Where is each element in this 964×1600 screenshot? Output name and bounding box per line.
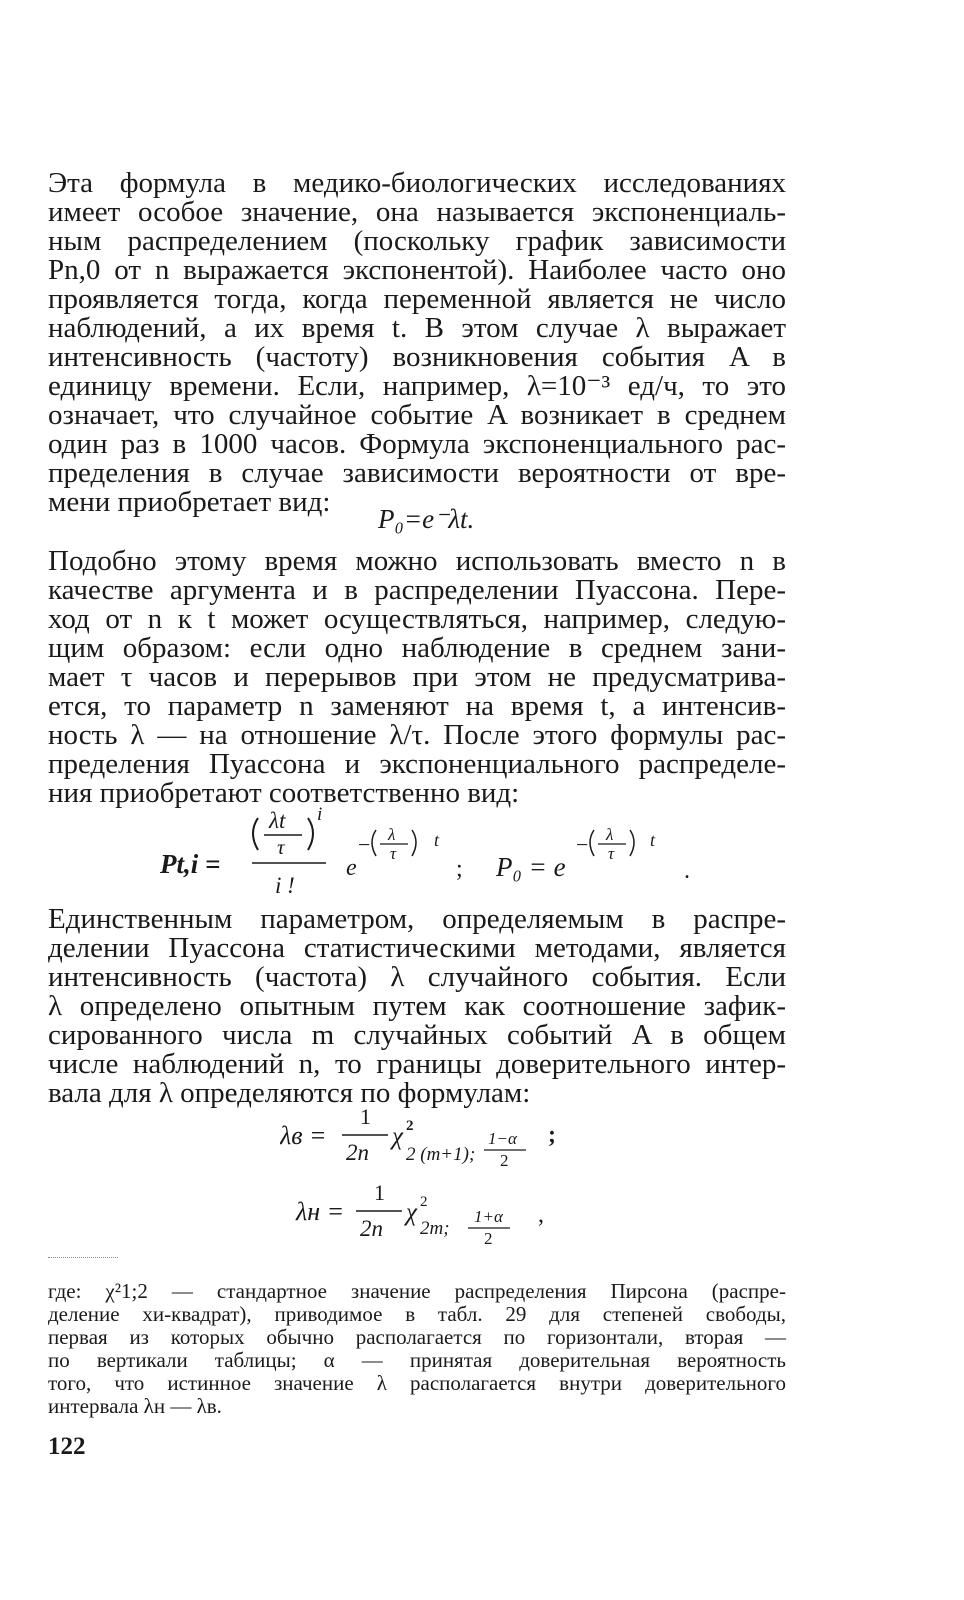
svg-text:λ: λ (606, 825, 614, 844)
para1-line: один раз в 1000 часов. Формула экспоненциального рас- (48, 428, 786, 460)
para1-line: Pn,0 от n выражается экспонентой). Наиболее часто оно (48, 254, 786, 286)
para3-line: интенсивность (частота) λ случайного события. Если (48, 961, 786, 993)
formula2-end: . (684, 858, 690, 884)
formula2-exp-i: i (317, 804, 323, 825)
svg-text:τ: τ (608, 844, 615, 863)
formula2-factorial: i ! (275, 873, 295, 898)
formula3-lower-lhs: λн = (296, 1197, 345, 1226)
para2-line: щим образом: если одно наблюдение в среднем зани- (48, 632, 786, 664)
svg-text:1: 1 (360, 1104, 371, 1129)
para1-line: единицу времени. Если, например, λ=10⁻³ ед/ч, то это (48, 370, 786, 402)
para1-line: наблюдений, а их время t. В этом случае λ выражает (48, 312, 786, 344)
formula-exponential: P₀=e⁻λt. (378, 504, 475, 534)
svg-text:2 (m+1);: 2 (m+1); (406, 1144, 476, 1165)
paragraph-exponential (48, 169, 786, 517)
formula2-separator: ; (456, 856, 463, 882)
footnote-line: того, что истинное значение λ располагается внутри доверительного (48, 1371, 786, 1395)
formula3-upper-lhs: λв = (280, 1121, 327, 1150)
footnote-line: по вертикали таблицы; α — принятая доверительная вероятность (48, 1348, 786, 1372)
para3-line: числе наблюдений n, то границы доверительного интер- (48, 1048, 786, 1080)
svg-text:2n: 2n (360, 1216, 383, 1241)
svg-text:−: − (576, 832, 589, 857)
svg-text:2: 2 (484, 1229, 493, 1248)
svg-text:1−α: 1−α (488, 1129, 517, 1148)
para3-line: Единственным параметром, определяемым в распре- (48, 903, 786, 935)
para2-line: пределения Пуассона и экспоненциального распределе- (48, 748, 786, 780)
svg-text:2: 2 (406, 1118, 414, 1134)
para3-line: сированного числа m случайных событий A в общем (48, 1019, 786, 1051)
para3-line: λ определено опытным путем как соотношение зафик- (48, 990, 786, 1022)
para3-line: вала для λ определяются по формулам: (48, 1077, 531, 1109)
svg-text:1+α: 1+α (474, 1207, 503, 1226)
para1-line: ным распределением (поскольку график зависимости (48, 225, 786, 257)
para1-line: Эта формула в медико-биологических исследованиях (48, 167, 786, 199)
svg-text:1: 1 (374, 1180, 385, 1205)
para3-line: делении Пуассона статистическими методами, является (48, 932, 786, 964)
footnote (48, 1280, 786, 1418)
para2-line: Подобно этому время можно использовать вместо n в (48, 545, 786, 577)
formula-poisson-exponential (160, 800, 700, 905)
svg-text:2m;: 2m; (420, 1218, 450, 1239)
para2-line: ход от n к t может осуществляться, например, следую- (48, 603, 786, 635)
formula-confidence-bounds (280, 1102, 620, 1252)
svg-text:2: 2 (420, 1194, 428, 1210)
para2-line: ность λ — на отношение λ/τ. После этого формулы рас- (48, 719, 786, 751)
para2-line: качестве аргумента и в распределении Пуассона. Пере- (48, 574, 786, 606)
para1-line: интенсивность (частоту) возникновения события A в (48, 341, 786, 373)
formula2-exp-lambda: λ (388, 825, 396, 844)
footnote-divider (48, 1257, 118, 1258)
footnote-line: деление хи-квадрат), приводимое в табл. 29 для степеней свободы, (48, 1302, 786, 1326)
para1-line: имеет особое значение, она называется экспоненциаль- (48, 196, 786, 228)
svg-text:χ: χ (406, 1199, 417, 1226)
formula2-exp-tau: τ (390, 844, 397, 863)
formula2-tau: τ (277, 835, 285, 859)
para1-line: мени приобретает вид: (48, 486, 331, 518)
svg-text:;: ; (548, 1122, 556, 1148)
formula2-exp-t: t (434, 830, 440, 850)
svg-text:t: t (650, 830, 656, 850)
formula2-lhs1: Pt,i = (160, 849, 221, 879)
para1-line: проявляется тогда, когда переменной является не число (48, 283, 786, 315)
paragraph-poisson-time (48, 547, 786, 808)
formula2-e: e (346, 855, 357, 881)
footnote-line: интервала λн — λв. (48, 1394, 222, 1418)
svg-text:2: 2 (500, 1151, 509, 1170)
svg-text:2n: 2n (346, 1140, 369, 1165)
page-number: 122 (48, 1433, 86, 1460)
para2-line: ется, то параметр n заменяют на время t, а интенсив- (48, 690, 786, 722)
footnote-line: где: χ²1;2 — стандартное значение распределения Пирсона (распре- (48, 1279, 786, 1303)
para2-line: мает τ часов и перерывов при этом не предусматрива- (48, 661, 786, 693)
para1-line: пределения в случае зависимости вероятности от вре- (48, 457, 786, 489)
para1-line: означает, что случайное событие A возникает в среднем (48, 399, 786, 431)
formula2-lhs2: P₀ = e (496, 852, 566, 882)
svg-text:−: − (358, 832, 371, 857)
formula2-num: λt (269, 808, 286, 833)
para2-line: ния приобретают соответственно вид: (48, 777, 520, 809)
paragraph-confidence (48, 905, 786, 1108)
footnote-line: первая из которых обычно располагается по горизонтали, вторая — (48, 1325, 786, 1349)
svg-text:,: , (538, 1202, 544, 1228)
svg-text:χ: χ (392, 1123, 403, 1150)
